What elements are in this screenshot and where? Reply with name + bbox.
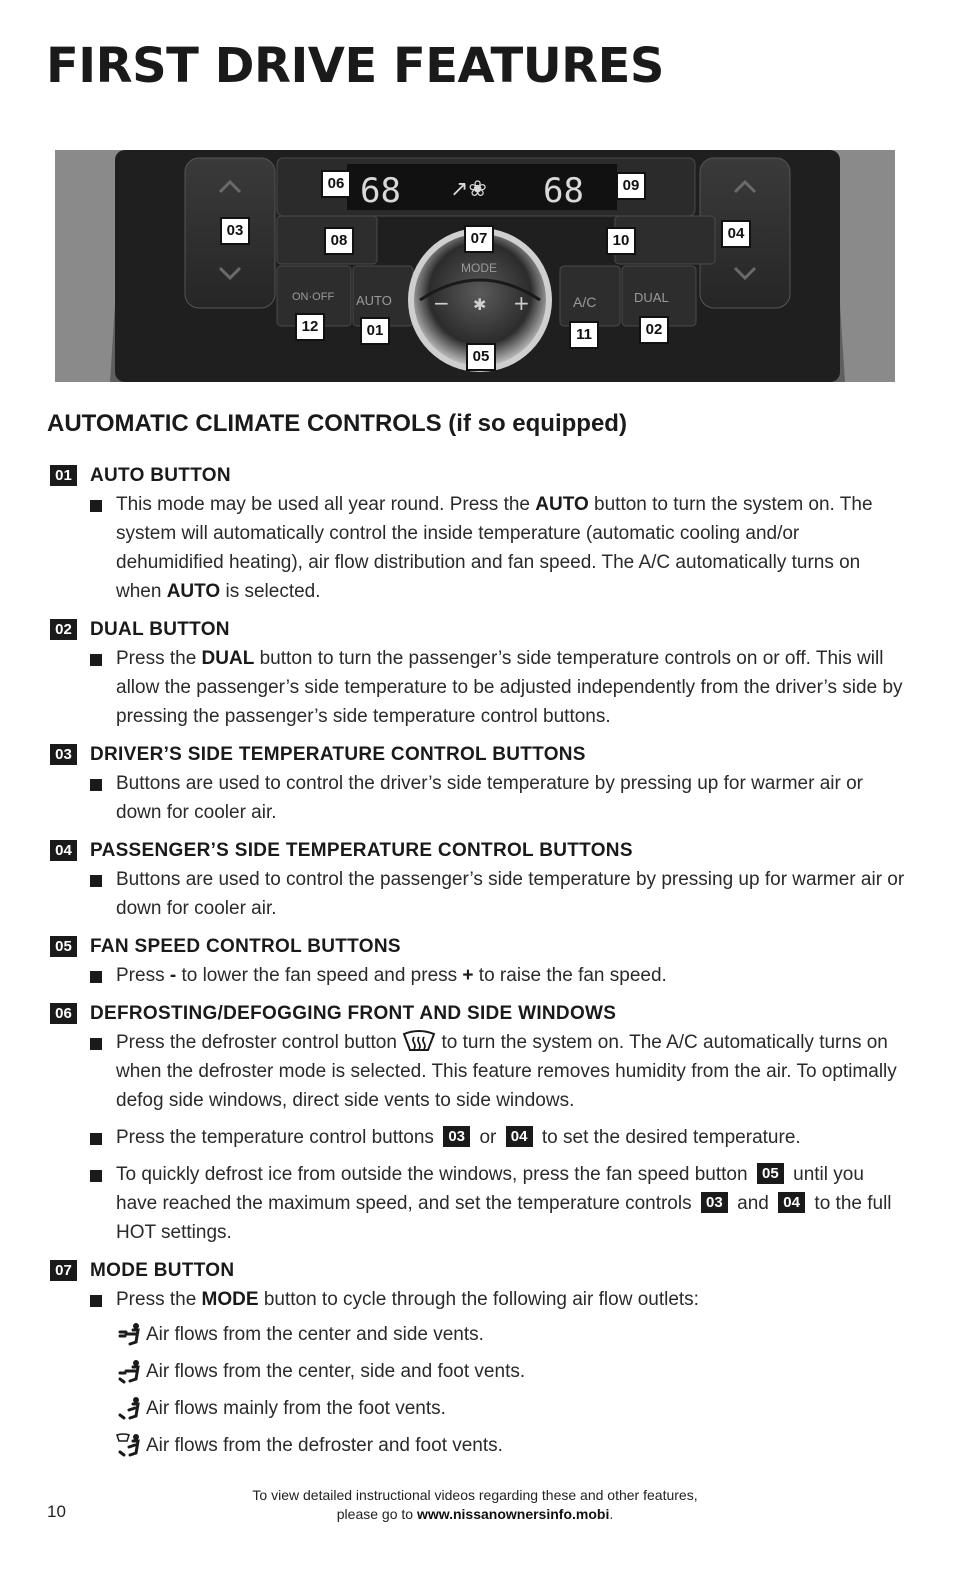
callout-03: 03 xyxy=(220,217,250,245)
footer-note: To view detailed instructional videos regarding these and other features, please go to www.nissanownersinfo.mobi. xyxy=(252,1487,698,1522)
callout-04: 04 xyxy=(721,220,751,248)
callout-02: 02 xyxy=(639,316,669,344)
right-temp-display: 68 xyxy=(543,171,584,211)
bullet: Buttons are used to control the passenger’s side temperature by pressing up for warmer air or down for cooler air. xyxy=(50,865,910,923)
bullet: This mode may be used all year round. Press the AUTO button to turn the system on. The system will automatically control the inside temperature (automatic cooling and/or dehumidified heating), air flow distribution and fan speed. The A/C automatically turns on when AUTO is selected. xyxy=(50,490,910,606)
item-fan-speed-buttons xyxy=(50,931,910,990)
section-title: AUTOMATIC CLIMATE CONTROLS (if so equipped) xyxy=(47,410,627,437)
mode-option: Air flows mainly from the foot vents. xyxy=(50,1390,910,1427)
vent-face-foot-icon xyxy=(116,1359,142,1385)
item-auto-button xyxy=(50,460,910,606)
item-number: 04 xyxy=(50,840,77,861)
item-dual-button xyxy=(50,614,910,731)
bullet: Press the DUAL button to turn the passenger’s side temperature controls on or off. This will allow the passenger’s side temperature to be adjusted independently from the driver’s side by pressing the passenger’s side temperature control buttons. xyxy=(50,644,910,731)
bullet: To quickly defrost ice from outside the windows, press the fan speed button 05 until you have reached the maximum speed, and set the temperature controls 03 and 04 to the full HOT settings. xyxy=(50,1160,910,1247)
vent-defrost-foot-icon xyxy=(116,1433,142,1459)
bullet: Press the temperature control buttons 03 or 04 to set the desired temperature. xyxy=(50,1123,910,1152)
svg-text:MODE: MODE xyxy=(461,261,497,275)
item-number: 03 xyxy=(50,744,77,765)
callout-09: 09 xyxy=(616,172,646,200)
item-passenger-temp-buttons xyxy=(50,835,910,923)
svg-text:−: − xyxy=(433,291,450,315)
bullet: Press - to lower the fan speed and press + to raise the fan speed. xyxy=(50,961,910,990)
climate-control-photo xyxy=(55,150,895,382)
vent-face-icon xyxy=(116,1322,142,1348)
ref-03: 03 xyxy=(701,1192,728,1213)
callout-12: 12 xyxy=(295,313,325,341)
instructions xyxy=(50,460,910,1468)
svg-text:AUTO: AUTO xyxy=(356,293,392,308)
svg-text:↗❀: ↗❀ xyxy=(450,177,487,202)
ref-05: 05 xyxy=(757,1163,784,1184)
item-number: 01 xyxy=(50,465,77,486)
item-title: DEFROSTING/DEFOGGING FRONT AND SIDE WINDOWS xyxy=(90,1002,617,1024)
callout-08: 08 xyxy=(324,227,354,255)
ref-03: 03 xyxy=(443,1126,470,1147)
item-mode-button xyxy=(50,1255,910,1464)
item-number: 05 xyxy=(50,936,77,957)
svg-text:DUAL: DUAL xyxy=(634,290,669,305)
mode-option: Air flows from the defroster and foot vents. xyxy=(50,1427,910,1464)
bullet: Buttons are used to control the driver’s side temperature by pressing up for warmer air or down for cooler air. xyxy=(50,769,910,827)
svg-text:ON·OFF: ON·OFF xyxy=(292,291,335,303)
callout-11: 11 xyxy=(569,321,599,349)
item-title: FAN SPEED CONTROL BUTTONS xyxy=(90,935,401,957)
item-title: PASSENGER’S SIDE TEMPERATURE CONTROL BUTTONS xyxy=(90,839,633,861)
callout-06: 06 xyxy=(321,170,351,198)
item-driver-temp-buttons xyxy=(50,739,910,827)
ref-04: 04 xyxy=(506,1126,533,1147)
page-title: FIRST DRIVE FEATURES xyxy=(46,38,664,94)
page-number: 10 xyxy=(47,1502,66,1521)
item-title: DUAL BUTTON xyxy=(90,618,230,640)
vent-foot-icon xyxy=(116,1396,142,1422)
callout-10: 10 xyxy=(606,227,636,255)
bullet: Press the MODE button to cycle through the following air flow outlets: xyxy=(50,1285,910,1314)
item-defrost xyxy=(50,998,910,1247)
svg-text:A/C: A/C xyxy=(573,294,597,310)
mode-option: Air flows from the center and side vents. xyxy=(50,1316,910,1353)
mode-option: Air flows from the center, side and foot vents. xyxy=(50,1353,910,1390)
bullet: Press the defroster control button to turn the system on. The A/C automatically turns on when the defroster mode is selected. This feature removes humidity from the air. To optimally defog side windows, direct side vents to side windows. xyxy=(50,1028,910,1115)
item-number: 07 xyxy=(50,1260,77,1281)
item-title: DRIVER’S SIDE TEMPERATURE CONTROL BUTTONS xyxy=(90,743,586,765)
defroster-icon xyxy=(402,1029,436,1053)
left-temp-display: 68 xyxy=(360,171,401,211)
item-number: 06 xyxy=(50,1003,77,1024)
website-link[interactable]: www.nissanownersinfo.mobi xyxy=(416,1506,610,1522)
svg-text:✱: ✱ xyxy=(473,295,487,314)
item-title: AUTO BUTTON xyxy=(90,464,231,486)
item-number: 02 xyxy=(50,619,77,640)
svg-text:+: + xyxy=(513,291,530,315)
callout-05: 05 xyxy=(466,343,496,371)
callout-01: 01 xyxy=(360,317,390,345)
ref-04: 04 xyxy=(778,1192,805,1213)
item-title: MODE BUTTON xyxy=(90,1259,235,1281)
callout-07: 07 xyxy=(464,225,494,253)
